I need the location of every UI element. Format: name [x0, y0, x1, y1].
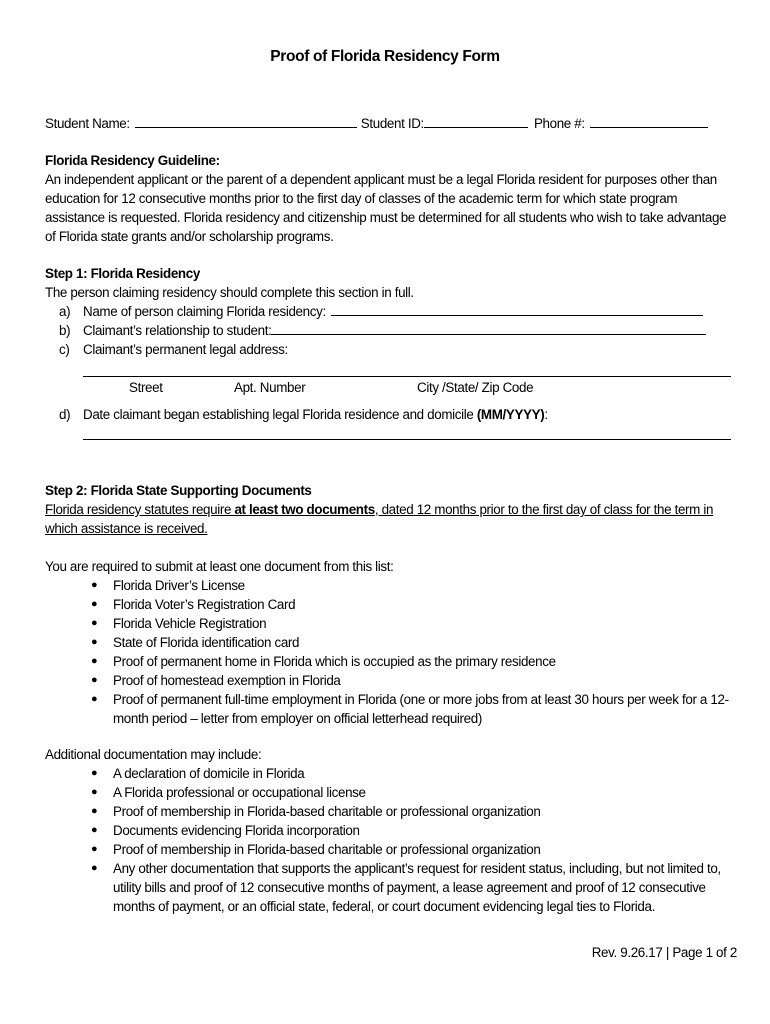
bullet-item: [45, 595, 735, 614]
bullet-text: State of Florida identification card: [113, 635, 300, 650]
claimant-name-field[interactable]: [331, 302, 703, 316]
bullet-text: Florida Vehicle Registration: [113, 616, 267, 631]
bullet-text: Proof of permanent full-time employment in Florida (one or more jobs from at least 30 hours per week for a 12-month period – letter from employer on official letterhead required): [113, 692, 729, 726]
bullet-icon: ●: [91, 805, 98, 817]
address-field[interactable]: [83, 376, 731, 377]
colon: :: [544, 407, 548, 422]
bullet-text: Proof of membership in Florida-based charitable or professional organization: [113, 842, 541, 857]
bullet-icon: ●: [91, 862, 98, 874]
bullet-text: A declaration of domicile in Florida: [113, 766, 305, 781]
step2-heading: Step 2: Florida State Supporting Documents: [45, 483, 312, 498]
guideline-text: An independent applicant or the parent of a dependent applicant must be a legal Florida resident for purposes other than education for 12 consecutive months prior to the first day of classes of the academic term for which state program assistance is requested. Florida residency and citizenship must be determined for all students who wish to take advantage of Florida state grants and/or scholarship programs.: [45, 172, 727, 244]
street-label: Street: [129, 380, 163, 395]
bullet-text: Florida Driver’s License: [113, 578, 245, 593]
page-title: Proof of Florida Residency Form: [270, 48, 500, 65]
bullet-text: A Florida professional or occupational license: [113, 785, 366, 800]
city-state-zip-label: City /State/ Zip Code: [417, 380, 534, 395]
statute-post: , dated 12 months prior to the first day of class for the term in which assistance is received.: [45, 502, 714, 536]
required-intro: You are required to submit at least one document from this list:: [45, 559, 394, 574]
student-name-label: Student Name:: [45, 116, 130, 131]
statute-text: [45, 500, 735, 538]
bullet-item: [45, 690, 735, 728]
claimant-address-label: Claimant’s permanent legal address:: [83, 342, 288, 357]
claimant-relationship-field[interactable]: [271, 321, 706, 335]
item-marker: a): [59, 304, 71, 319]
bullet-icon: ●: [91, 636, 98, 648]
phone-label: Phone #:: [533, 116, 585, 131]
additional-docs: [45, 745, 735, 916]
claimant-relationship-label: Claimant’s relationship to student:: [83, 323, 272, 338]
bullet-icon: ●: [91, 824, 98, 836]
page-footer: Rev. 9.26.17 | Page 1 of 2: [591, 945, 737, 960]
step1-section: [45, 264, 735, 359]
apt-number-label: Apt. Number: [234, 380, 306, 395]
bullet-icon: ●: [91, 767, 98, 779]
bullet-icon: ●: [91, 693, 98, 705]
bullet-item: [45, 764, 735, 783]
statute-pre: Florida residency statutes require: [45, 502, 235, 517]
student-info-row: [45, 114, 735, 133]
bullet-icon: ●: [91, 655, 98, 667]
bullet-text: Documents evidencing Florida incorporation: [113, 823, 360, 838]
residence-date-label: Date claimant began establishing legal Florida residence and domicile: [83, 407, 477, 422]
step1-heading: Step 1: Florida Residency: [45, 266, 200, 281]
bullet-text: Any other documentation that supports the applicant’s request for resident status, including, but not limited to, utility bills and proof of 12 consecutive months of payment, a lease agreement and proof of 12 consecutive months of payment, or an official state, federal, or court document evidencing legal ties to Florida.: [113, 861, 721, 914]
step2-section: [45, 481, 735, 538]
claimant-name-label: Name of person claiming Florida residency:: [83, 304, 326, 319]
bullet-icon: ●: [91, 786, 98, 798]
bullet-item: [45, 633, 735, 652]
bullet-item: [45, 802, 735, 821]
item-marker: d): [59, 407, 71, 422]
bullet-item: [45, 783, 735, 802]
required-docs: [45, 557, 735, 728]
bullet-icon: ●: [91, 617, 98, 629]
phone-field[interactable]: [590, 114, 708, 128]
bullet-item: [45, 671, 735, 690]
bullet-icon: ●: [91, 843, 98, 855]
student-id-label: Student ID:: [360, 116, 424, 131]
bullet-item: [45, 859, 735, 916]
additional-intro: Additional documentation may include:: [45, 747, 262, 762]
bullet-item: [45, 840, 735, 859]
bullet-text: Proof of homestead exemption in Florida: [113, 673, 341, 688]
item-marker: b): [59, 323, 71, 338]
guideline-section: [45, 151, 735, 246]
residence-date-field[interactable]: [83, 439, 731, 440]
bullet-item: [45, 576, 735, 595]
bullet-icon: ●: [91, 598, 98, 610]
bullet-item: [45, 614, 735, 633]
student-id-field[interactable]: [424, 114, 528, 128]
guideline-heading: Florida Residency Guideline:: [45, 153, 220, 168]
item-marker: c): [59, 342, 70, 357]
bullet-item: [45, 821, 735, 840]
bullet-text: Proof of permanent home in Florida which is occupied as the primary residence: [113, 654, 556, 669]
bullet-icon: ●: [91, 674, 98, 686]
date-format: (MM/YYYY): [476, 407, 545, 422]
statute-bold: at least two documents: [234, 502, 375, 517]
student-name-field[interactable]: [135, 114, 357, 128]
bullet-item: [45, 652, 735, 671]
bullet-text: Proof of membership in Florida-based charitable or professional organization: [113, 804, 541, 819]
item-d: [45, 405, 735, 424]
step1-intro: The person claiming residency should complete this section in full.: [45, 285, 414, 300]
bullet-icon: ●: [91, 579, 98, 591]
bullet-text: Florida Voter’s Registration Card: [113, 597, 296, 612]
